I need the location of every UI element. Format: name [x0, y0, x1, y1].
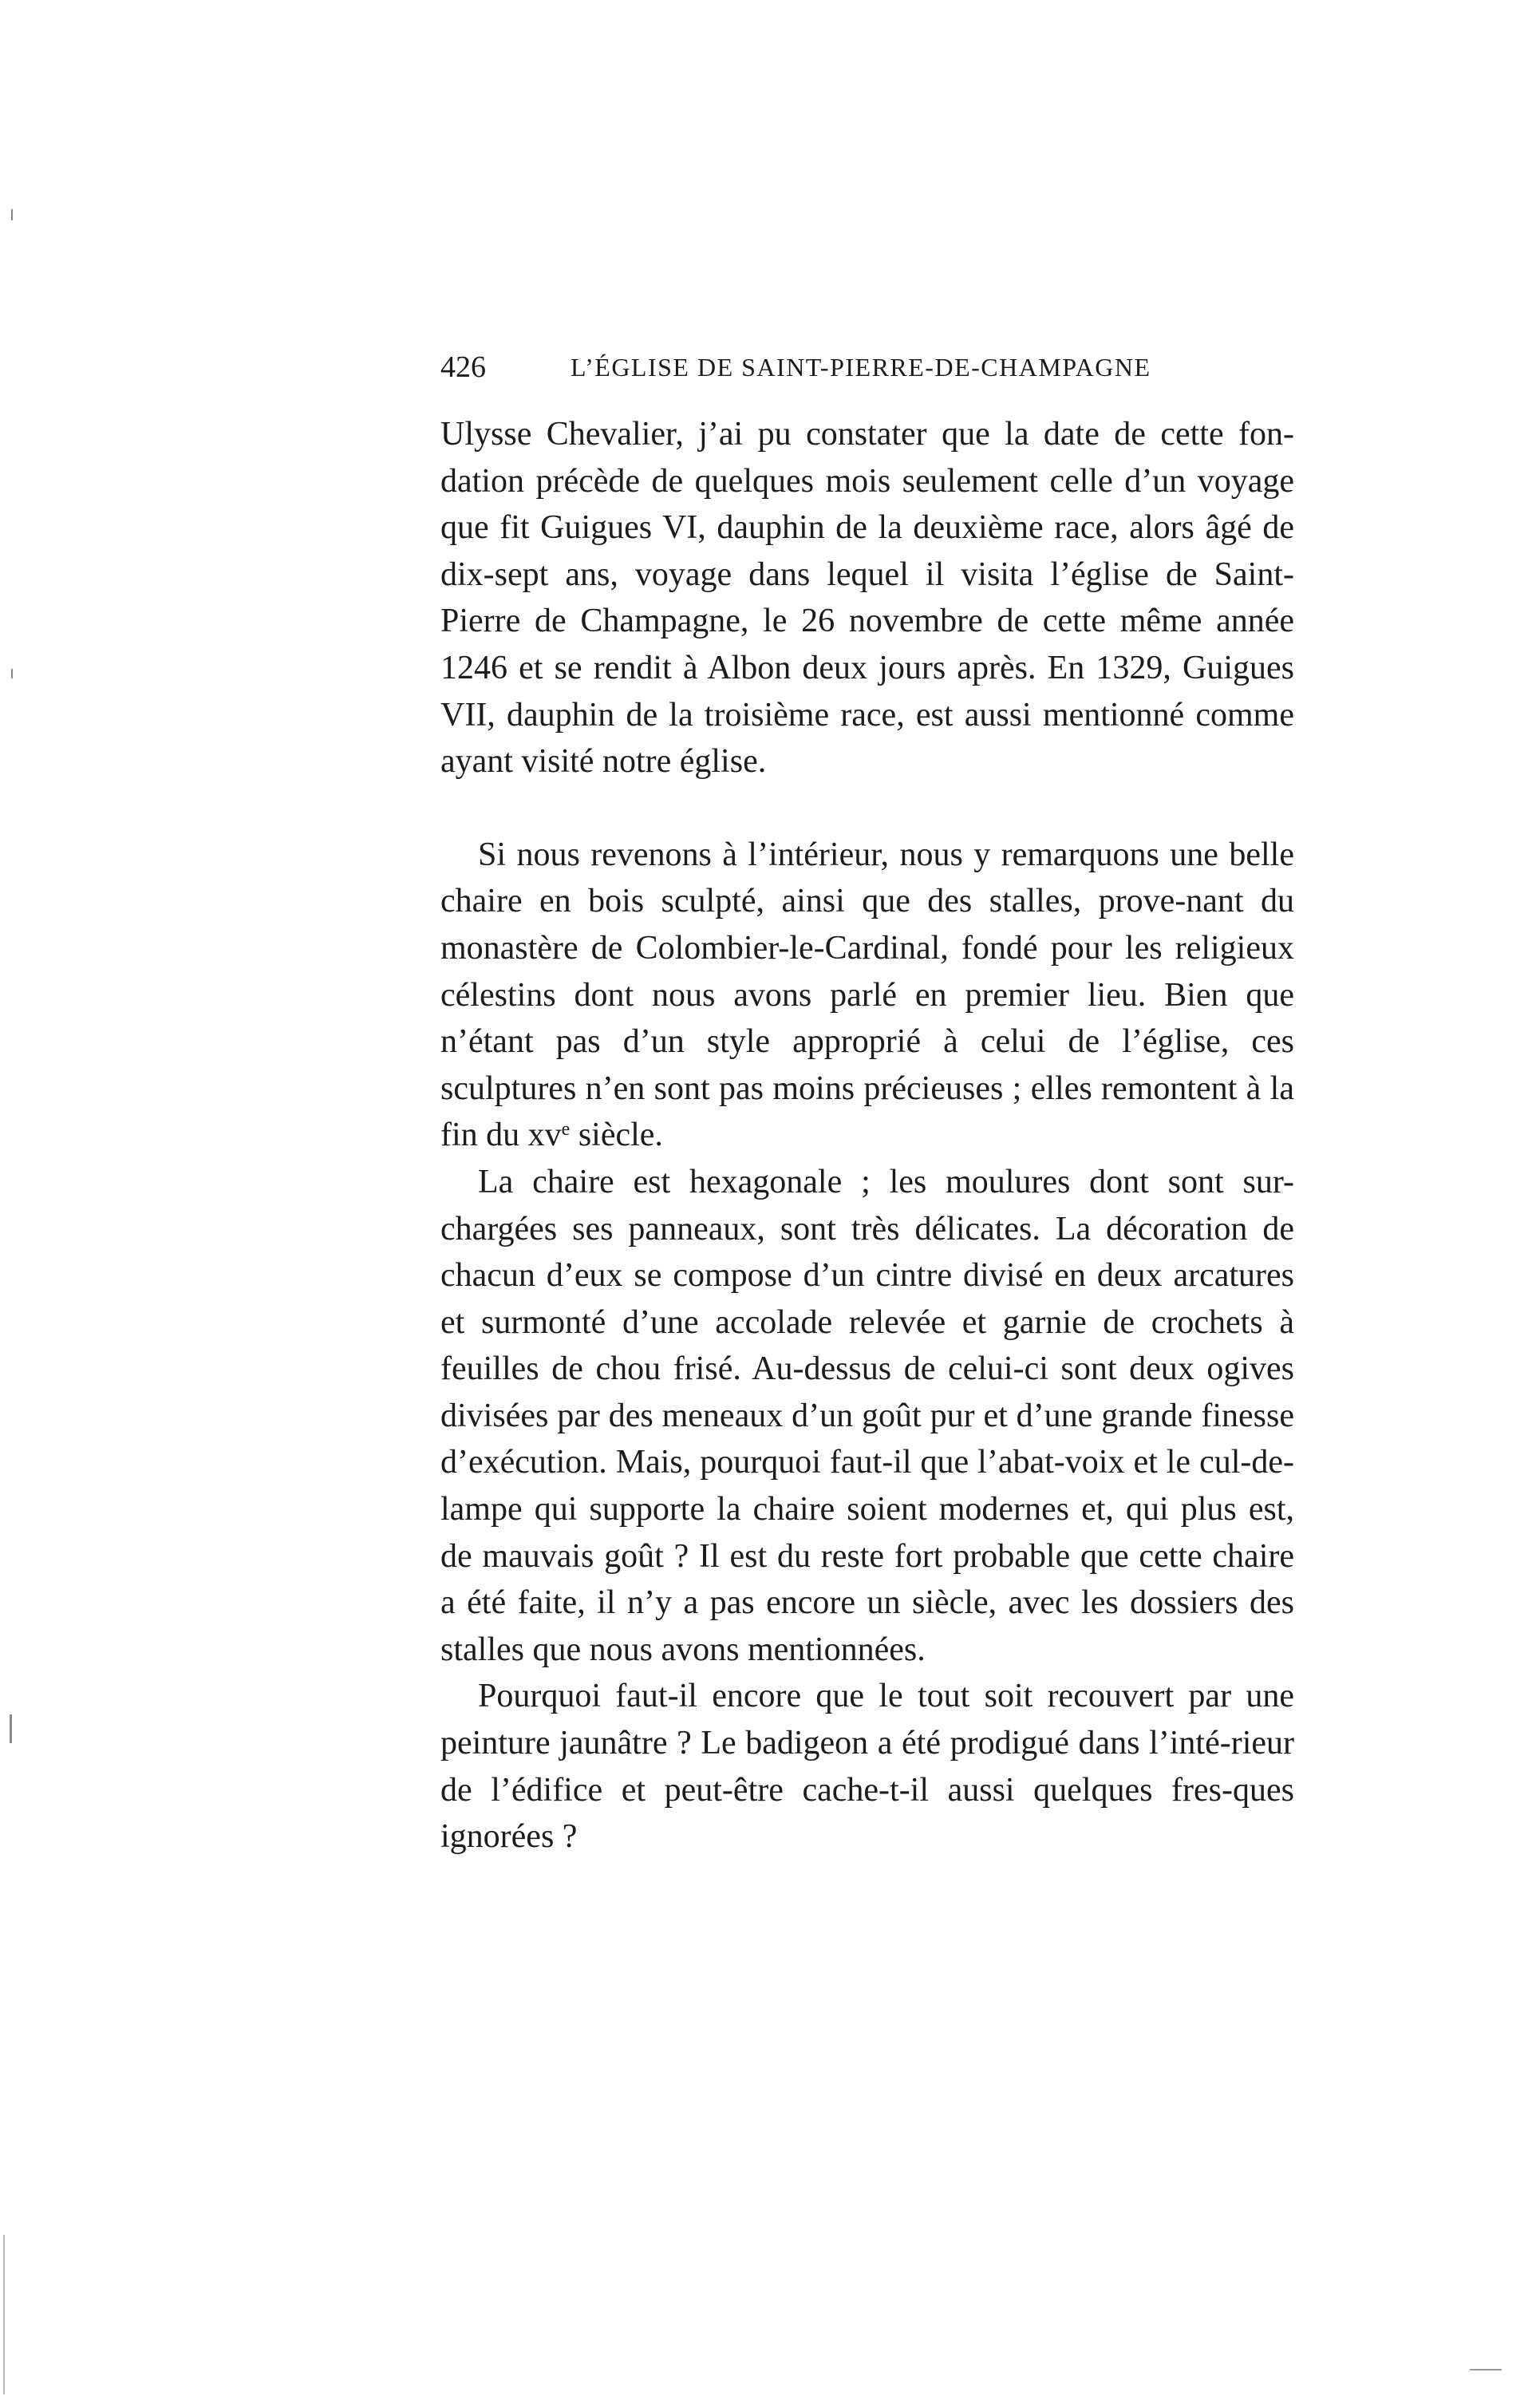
paragraph-1: Ulysse Chevalier, j’ai pu constater que la date de cette fon-dation précède de quelques mois seulement celle d’un voyage que fit Guigues VI, dauphin de la deuxième race, alors âgé de dix-sept ans, voyage dans lequel il visita l’église de Saint-Pierre de Champagne, le 26 novembre de cette même année 1246 et se rendit à Albon deux jours après. En 1329, Guigues VII, dauphin de la troisième race, est aussi mentionné comme ayant visité notre église.	[440, 416, 1294, 781]
paragraph-2	[440, 832, 1294, 1159]
running-head	[440, 345, 1155, 389]
paragraph-2-text: Si nous revenons à l’intérieur, nous y remarquons une belle chaire en bois sculpté, ainsi que des stalles, prove-nant du monastère de Colombier-le-Cardinal, fondé pour les religieux célestins dont nous avons parlé en premier lieu. Bien que n’étant pas d’un style approprié à celui de l’église, ces sculptures n’en sont pas moins précieuses ; elles remontent à la fin du xv	[440, 836, 1294, 1154]
scan-mark	[11, 669, 13, 678]
paragraph-3: La chaire est hexagonale ; les moulures dont sont sur-chargées ses panneaux, sont très délicates. La décoration de chacun d’eux se compose d’un cintre divisé en deux arcatures et surmonté d’une accolade relevée et garnie de crochets à feuilles de chou frisé. Au-dessus de celui-ci sont deux ogives divisées par des meneaux d’un goût pur et d’une grande finesse d’exécution. Mais, pourquoi faut-il que l’abat-voix et le cul-de-lampe qui supporte la chaire soient modernes et, qui plus est, de mauvais goût ? Il est du reste fort probable que cette chaire a été faite, il n’y a pas encore un siècle, avec les dossiers des stalles que nous avons mentionnées.	[440, 1163, 1294, 1668]
paragraph-4: Pourquoi faut-il encore que le tout soit recouvert par une peinture jaunâtre ? Le badigeon a été prodigué dans l’inté-rieur de l’édifice et peut-être cache-t-il aussi quelques fres-ques ignorées ?	[440, 1678, 1294, 1856]
scan-mark	[1470, 2369, 1502, 2370]
scan-mark	[11, 209, 13, 220]
century-superscript: e	[561, 1119, 571, 1141]
page-number: 426	[440, 350, 486, 384]
paragraph-2-tail: siècle.	[570, 1117, 663, 1154]
body-text	[440, 411, 1294, 1860]
scan-mark	[3, 2235, 5, 2394]
running-title: L’ÉGLISE DE SAINT-PIERRE-DE-CHAMPAGNE	[571, 353, 1151, 382]
scan-mark	[10, 1714, 12, 1743]
